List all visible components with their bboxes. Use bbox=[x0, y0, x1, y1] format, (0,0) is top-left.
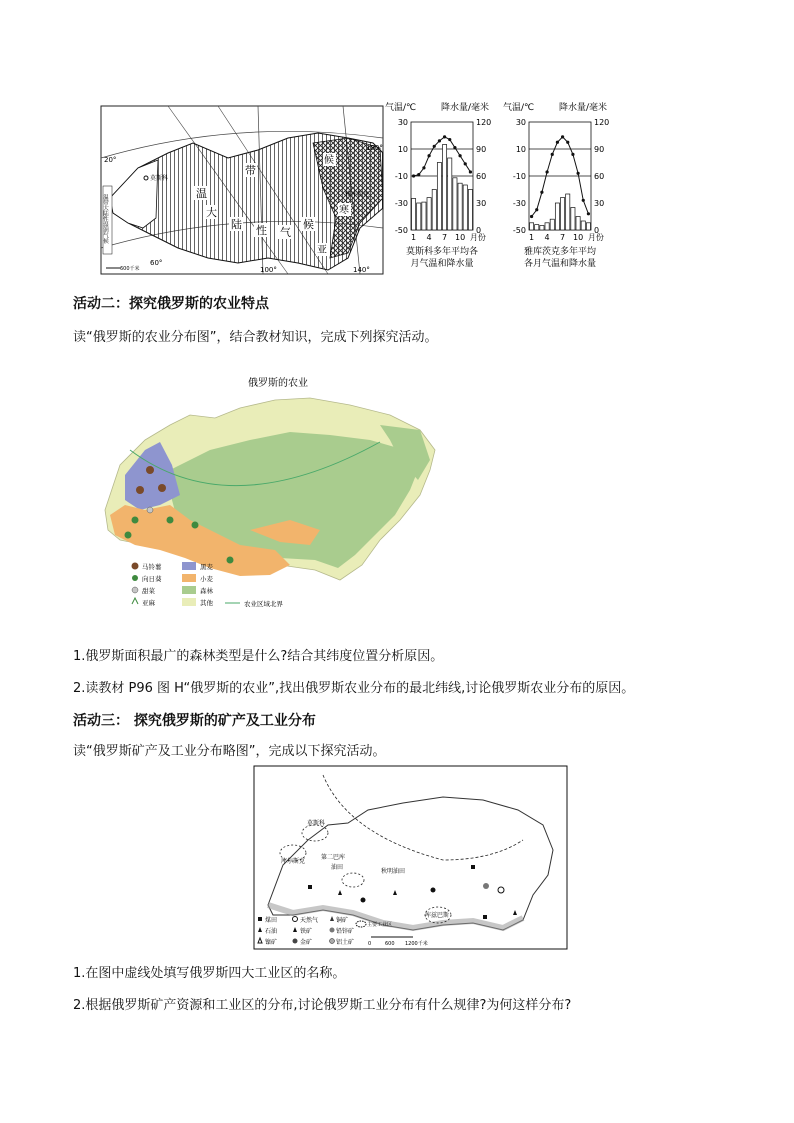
climate-char: 温 bbox=[196, 187, 207, 200]
sunflower-symbol bbox=[227, 557, 234, 564]
y2-tick-label: 120 bbox=[594, 118, 610, 127]
temperature-point bbox=[433, 145, 436, 148]
temperature-axis-title: 气温/℃ bbox=[503, 103, 535, 113]
legend-bauxite-icon bbox=[330, 939, 335, 944]
temperature-axis-title: 气温/℃ bbox=[385, 103, 417, 113]
y-tick-label: -10 bbox=[512, 172, 526, 181]
potato-symbol bbox=[146, 466, 154, 474]
mineral-industry-map-svg bbox=[253, 765, 569, 951]
climate-char: 性 bbox=[256, 224, 267, 237]
gold-symbol bbox=[483, 883, 489, 889]
precipitation-bar bbox=[586, 223, 590, 230]
precipitation-axis-title: 降水量/毫米 bbox=[559, 103, 608, 113]
y2-tick-label: 0 bbox=[594, 226, 600, 235]
activity3-heading: 活动三： 探究俄罗斯的矿产及工业分布 bbox=[73, 713, 316, 729]
climate-char: 候 bbox=[324, 155, 334, 166]
y-tick-label: -50 bbox=[394, 226, 408, 235]
sunflower-symbol bbox=[167, 517, 174, 524]
moscow-label: 莫斯科 bbox=[150, 175, 169, 182]
legend-label: 小麦 bbox=[200, 575, 213, 583]
temperature-point bbox=[464, 162, 467, 165]
y2-tick-label: 90 bbox=[476, 145, 487, 154]
y-tick-label: -10 bbox=[394, 172, 408, 181]
climate-char: 大 bbox=[206, 206, 217, 219]
iron-symbol bbox=[431, 888, 436, 893]
sunflower-symbol bbox=[192, 522, 199, 529]
legend-wheat-swatch bbox=[182, 574, 196, 582]
legend-sunflower-icon bbox=[132, 575, 138, 581]
temperature-point bbox=[412, 174, 415, 177]
precipitation-bar bbox=[417, 203, 421, 230]
y2-tick-label: 90 bbox=[594, 145, 605, 154]
y-tick-label: -50 bbox=[512, 226, 526, 235]
precipitation-bar bbox=[561, 198, 565, 230]
temperature-point bbox=[551, 153, 554, 156]
activity3-intro: 读“俄罗斯矿产及工业分布略图”，完成以下探究活动。 bbox=[73, 744, 386, 759]
precipitation-bar bbox=[437, 163, 441, 231]
y2-tick-label: 60 bbox=[476, 172, 487, 181]
climate-char: 寒 bbox=[339, 205, 349, 216]
tyumen-label: 秋明油田 bbox=[381, 868, 406, 875]
yakutsk-climate-chart bbox=[503, 101, 609, 269]
temperature-point bbox=[540, 191, 543, 194]
x-tick-label: 10 bbox=[572, 233, 584, 242]
precipitation-axis-title: 降水量/毫米 bbox=[441, 103, 490, 113]
sugarbeet-symbol bbox=[147, 507, 153, 513]
x-tick-label: 1 bbox=[411, 233, 417, 242]
temperature-point bbox=[453, 146, 456, 149]
precipitation-bar bbox=[432, 190, 436, 231]
climate-char: 气 bbox=[280, 226, 291, 239]
coal-symbol bbox=[471, 865, 475, 869]
temperature-point bbox=[448, 138, 451, 141]
y2-tick-label: 0 bbox=[476, 226, 482, 235]
y2-tick-label: 60 bbox=[594, 172, 605, 181]
sunflower-symbol bbox=[125, 532, 132, 539]
legend-rye-swatch bbox=[182, 562, 196, 570]
precipitation-bar bbox=[571, 208, 575, 231]
legend-label: 铁矿 bbox=[300, 928, 313, 935]
temperature-line bbox=[414, 137, 471, 176]
y-tick-label: 30 bbox=[515, 118, 526, 127]
legend-label: 农业区域北界 bbox=[244, 600, 283, 608]
lon-140-label: 140° bbox=[353, 266, 370, 274]
legend-label: 主要工业区 bbox=[367, 922, 393, 928]
precipitation-bar bbox=[530, 223, 534, 230]
y-tick-label: -30 bbox=[512, 199, 526, 208]
temperature-point bbox=[587, 212, 590, 215]
temperature-point bbox=[427, 154, 430, 157]
temperature-point bbox=[545, 170, 548, 173]
precipitation-bar bbox=[458, 183, 462, 230]
x-tick-label: 1 bbox=[529, 233, 535, 242]
y-tick-label: 30 bbox=[397, 118, 408, 127]
iron-symbol bbox=[361, 898, 366, 903]
lon-180-label: 180° bbox=[366, 144, 383, 152]
x-tick-label: 7 bbox=[442, 233, 448, 242]
lon-100-label: 100° bbox=[260, 266, 277, 274]
activity2-heading: 活动二：探究俄罗斯的农业特点 bbox=[73, 296, 269, 312]
temperature-point bbox=[458, 154, 461, 157]
x-tick-label: 4 bbox=[544, 233, 550, 242]
precipitation-bar bbox=[581, 221, 585, 230]
x-axis-title: 月份 bbox=[587, 233, 604, 242]
precipitation-bar bbox=[555, 203, 559, 230]
legend-label: 铅锌矿 bbox=[336, 928, 355, 935]
activity2-question-1: 1.俄罗斯面积最广的森林类型是什么?结合其纬度位置分析原因。 bbox=[73, 649, 444, 664]
precipitation-bar bbox=[453, 178, 457, 230]
chart-caption: 月气温和降水量 bbox=[410, 259, 474, 269]
temperature-point bbox=[535, 208, 538, 211]
legend-label: 石油 bbox=[265, 928, 278, 935]
sunflower-symbol bbox=[132, 517, 139, 524]
temperature-point bbox=[417, 173, 420, 176]
kursk-label: 库尔斯克 bbox=[281, 858, 306, 865]
coal-symbol bbox=[308, 885, 312, 889]
kuzbass-label: 库兹巴斯 bbox=[425, 912, 450, 919]
western-zone bbox=[110, 160, 158, 228]
agriculture-map-title: 俄罗斯的农业 bbox=[248, 378, 308, 389]
activity2-intro: 读“俄罗斯的农业分布图”，结合教材知识，完成下列探究活动。 bbox=[73, 330, 438, 345]
legend-label: 黑麦 bbox=[200, 563, 213, 571]
precipitation-bar bbox=[422, 202, 426, 230]
potato-symbol bbox=[136, 486, 144, 494]
activity2-question-2: 2.读教材 P96 图 H“俄罗斯的农业”,找出俄罗斯农业分布的最北纬线,讨论俄罗斯农业分布的原因。 bbox=[73, 681, 635, 696]
potato-symbol bbox=[158, 484, 166, 492]
chart-caption: 雅库茨克多年平均 bbox=[523, 247, 597, 257]
temperature-point bbox=[556, 141, 559, 144]
scale-label: 1200千米 bbox=[405, 941, 428, 947]
agriculture-map bbox=[100, 370, 460, 615]
y2-tick-label: 30 bbox=[594, 199, 605, 208]
precipitation-bar bbox=[576, 217, 580, 231]
climate-char: 候 bbox=[303, 218, 314, 231]
legend-label: 亚麻 bbox=[142, 599, 155, 607]
activity3-question-2: 2.根据俄罗斯矿产资源和工业区的分布,讨论俄罗斯工业分布有什么规律?为何这样分布? bbox=[73, 998, 572, 1013]
legend-label: 马铃薯 bbox=[142, 563, 162, 571]
map-legend-text: 温带大陆性湿润气候 bbox=[102, 194, 108, 244]
temperature-point bbox=[422, 166, 425, 169]
legend-label: 森林 bbox=[200, 587, 213, 595]
temperature-point bbox=[438, 139, 441, 142]
x-tick-label: 7 bbox=[560, 233, 566, 242]
precipitation-bar bbox=[468, 190, 472, 231]
x-tick-label: 4 bbox=[426, 233, 432, 242]
legend-label: 向日葵 bbox=[142, 575, 162, 583]
x-axis-title: 月份 bbox=[469, 233, 486, 242]
precipitation-bar bbox=[412, 199, 416, 231]
activity3-question-1: 1.在图中虚线处填写俄罗斯四大工业区的名称。 bbox=[73, 966, 346, 981]
chart-caption: 莫斯科多年平均各 bbox=[405, 247, 479, 257]
precipitation-bar bbox=[448, 158, 452, 230]
temperature-point bbox=[443, 135, 446, 138]
climate-char: 陆 bbox=[231, 218, 242, 231]
chart-caption: 各月气温和降水量 bbox=[523, 259, 597, 269]
legend-label: 其他 bbox=[200, 599, 213, 607]
x-tick-label: 10 bbox=[454, 233, 466, 242]
legend-label: 镍矿 bbox=[265, 939, 278, 946]
legend-label: 金矿 bbox=[300, 939, 313, 946]
second-baku-label: 第二巴库 bbox=[321, 854, 346, 861]
temperature-point bbox=[571, 153, 574, 156]
oilfield-label: 油田 bbox=[331, 864, 344, 871]
mineral-industry-map bbox=[253, 765, 569, 951]
scale-label: 600千米 bbox=[120, 266, 140, 272]
precipitation-bar bbox=[463, 185, 467, 230]
y2-tick-label: 30 bbox=[476, 199, 487, 208]
temperature-point bbox=[566, 141, 569, 144]
legend-flax-icon bbox=[132, 598, 138, 604]
climate-charts-svg bbox=[383, 100, 618, 280]
temperature-point bbox=[582, 199, 585, 202]
scale-label: 600 bbox=[385, 941, 395, 947]
temperature-point bbox=[530, 215, 533, 218]
legend-label: 铝土矿 bbox=[336, 939, 355, 946]
precipitation-bar bbox=[535, 225, 539, 230]
legend-leadzinc-icon bbox=[330, 928, 335, 933]
y-tick-label: -30 bbox=[394, 199, 408, 208]
legend-label: 铜矿 bbox=[336, 917, 349, 924]
agriculture-map-svg bbox=[100, 370, 460, 615]
lat-20-label: 20° bbox=[104, 156, 117, 164]
y-tick-label: 10 bbox=[397, 145, 408, 154]
precipitation-bar bbox=[427, 198, 431, 230]
moscow-label: 莫斯科 bbox=[307, 820, 326, 827]
precipitation-bar bbox=[566, 194, 570, 230]
legend-label: 煤田 bbox=[265, 917, 278, 924]
temperature-point bbox=[576, 172, 579, 175]
climate-char: 带 bbox=[245, 164, 256, 177]
legend-label: 甜菜 bbox=[142, 587, 155, 595]
precipitation-bar bbox=[540, 226, 544, 231]
legend-potato-icon bbox=[132, 563, 139, 570]
legend-forest-swatch bbox=[182, 586, 196, 594]
yakutsk-label: 雅库茨克 bbox=[345, 191, 370, 198]
legend-coal-icon bbox=[258, 917, 262, 921]
coal-symbol bbox=[483, 915, 487, 919]
temperature-point bbox=[561, 135, 564, 138]
moscow-climate-chart bbox=[385, 101, 491, 269]
lat-60-label: 60° bbox=[150, 259, 163, 267]
legend-gold-icon bbox=[293, 939, 298, 944]
legend-label: 天然气 bbox=[300, 917, 319, 924]
precipitation-bar bbox=[443, 145, 447, 231]
temperature-point bbox=[469, 170, 472, 173]
scale-label: 0 bbox=[368, 941, 372, 947]
climate-char: 亚 bbox=[317, 245, 327, 256]
precipitation-bar bbox=[545, 223, 549, 230]
y-tick-label: 10 bbox=[515, 145, 526, 154]
y2-tick-label: 120 bbox=[476, 118, 492, 127]
legend-other-swatch bbox=[182, 598, 196, 606]
precipitation-bar bbox=[550, 219, 554, 230]
legend-sugarbeet-icon bbox=[132, 587, 138, 593]
